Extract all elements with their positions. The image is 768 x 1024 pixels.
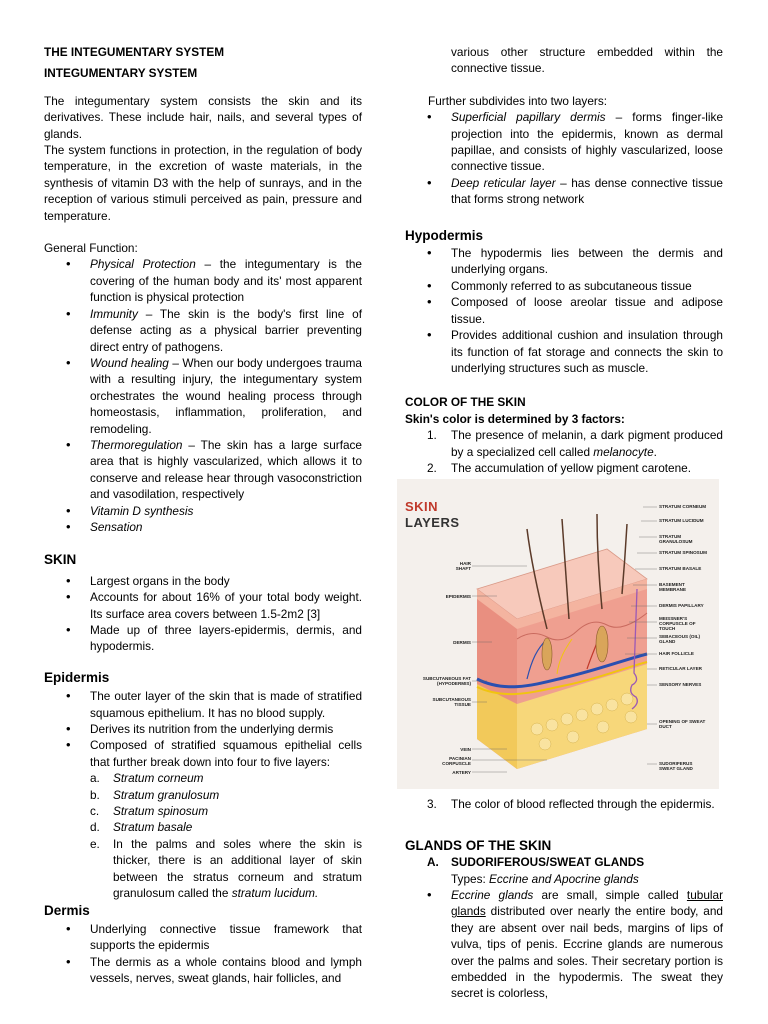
left-column <box>44 44 362 987</box>
color-factors-list-continued <box>405 796 723 812</box>
diagram-label: STRATUM LUCIDUM <box>659 518 704 524</box>
skin-color-heading: COLOR OF THE SKIN <box>405 395 526 410</box>
diagram-label: SUBCUTANEOUS TISSUE <box>432 697 471 708</box>
list-item: 3. The color of blood reflected through the epidermis. <box>427 797 715 812</box>
diagram-label: EPIDERMIS <box>445 594 471 600</box>
color-factors-list <box>405 427 723 476</box>
list-item: d. Stratum basale <box>90 820 193 835</box>
diagram-label: STRATUM BASALE <box>659 566 702 572</box>
diagram-label: STRATUM GRANULOSUM <box>659 534 693 545</box>
document-title: THE INTEGUMENTARY SYSTEM <box>44 45 225 59</box>
epidermis-layers-list <box>44 770 362 901</box>
diagram-label: VEIN <box>460 747 471 753</box>
dermis-heading: Dermis <box>44 902 90 918</box>
list-item: • Immunity – The skin is the body's first line of defense acting as a physical barrier preventing direct entry of pathogens. <box>44 306 362 355</box>
list-item: • Accounts for about 16% of your total body weight. Its surface area covers between 1.5-2m2 [3] <box>44 589 362 622</box>
function-list <box>44 256 362 535</box>
list-item: • Wound healing – When our body undergoes trauma with a resulting injury, the integumentary system orchestrates the wound healing process through homeostasis, inflammation, proliferation, and remodeling. <box>44 355 362 437</box>
diagram-label: HAIR FOLLICLE <box>659 651 694 657</box>
section-title: INTEGUMENTARY SYSTEM <box>44 66 198 81</box>
gland-types: Types: Eccrine and Apocrine glands <box>451 871 639 886</box>
list-item: • Sensation <box>44 519 362 535</box>
eccrine-list <box>405 887 723 1002</box>
list-item: • Vitamin D synthesis <box>44 503 362 519</box>
list-item: • The outer layer of the skin that is made of stratified squamous epithelium. It has no blood supply. <box>44 688 362 721</box>
list-item: • Physical Protection – the integumentary is the covering of the human body and its' most apparent function is physical protection <box>44 256 362 305</box>
tubular-glands-link[interactable]: tubular glands <box>451 887 723 919</box>
list-item: • Composed of loose areolar tissue and adipose tissue. <box>405 294 723 327</box>
diagram-label: DERMIS PAPILLARY <box>659 603 704 609</box>
list-item: • Composed of stratified squamous epithelial cells that further break down into four to five layers: <box>44 737 362 770</box>
diagram-label: BASEMENT MEMBRANE <box>659 582 687 593</box>
intro-paragraph-1: The integumentary system consists the skin and its derivatives. These include hair, nails, and several types of glands. <box>44 93 362 141</box>
diagram-label: STRATUM CORNEUM <box>659 504 707 510</box>
list-item: • Provides additional cushion and insulation through its function of fat storage and connects the skin to underlying structures such as muscle. <box>405 327 723 376</box>
dermis-sublayers-list <box>405 109 723 207</box>
diagram-label: SEBACEOUS (OIL) GLAND <box>659 634 701 645</box>
list-item: e. In the palms and soles where the skin is thicker, there is an additional layer of skin between the stratus corneum and stratum granulosum called the stratum lucidum. <box>90 836 362 901</box>
diagram-label: PACINIAN CORPUSCLE <box>442 756 471 767</box>
subdivision-label: Further subdivides into two layers: <box>428 93 607 108</box>
diagram-label: SUBCUTANEOUS FAT (HYPODERMIS) <box>422 676 471 687</box>
diagram-label: HAIR SHAFT <box>455 561 471 572</box>
dermis-list <box>44 921 362 987</box>
diagram-label: OPENING OF SWEAT DUCT <box>659 719 706 730</box>
intro-paragraph-2: The system functions in protection, in the regulation of body temperature, in the excretion of waste materials, in the synthesis of vitamin D3 with the help of sunrays, and in the reception of various stimuli perceived as pain, pressure and temperature. <box>44 143 362 223</box>
list-item: • The dermis as a whole contains blood and lymph vessels, nerves, sweat glands, hair follicles, and <box>44 954 362 987</box>
skin-heading: SKIN <box>44 552 77 568</box>
list-item: • Eccrine glands are small, simple called tubular glands distributed over nearly the entire body, and they are absent over nail beds, margins of lips of vulva, tips of penis. Eccrine glands are numerous over the palms and soles. Their secretary portion is embedded in the hypodermis. The sweat they secret is colorless, <box>405 887 723 1002</box>
list-item: • Derives its nutrition from the underlying dermis <box>44 721 362 737</box>
hypodermis-list <box>405 245 723 376</box>
epidermis-heading: Epidermis <box>44 669 110 685</box>
list-item: • The hypodermis lies between the dermis and underlying organs. <box>405 245 723 278</box>
list-item: 2. The accumulation of yellow pigment carotene. <box>427 460 691 475</box>
hypodermis-heading: Hypodermis <box>405 227 484 243</box>
list-item: • Superficial papillary dermis – forms finger-like projection into the epidermis, known as dermal papillae, and consists of highly vascularized, loose connective tissue. <box>405 109 723 175</box>
diagram-label: ARTERY <box>452 770 471 776</box>
diagram-subtitle: LAYERS <box>405 515 460 531</box>
skin-color-subheading: Skin's color is determined by 3 factors: <box>405 411 625 426</box>
list-item: • Thermoregulation – The skin has a large surface area that is highly vascularized, which allows it to conserve and release hear through vasoconstriction and vasodilation, respectively <box>44 437 362 503</box>
epidermis-list <box>44 688 362 770</box>
list-item: • Made up of three layers-epidermis, dermis, and hypodermis. <box>44 622 362 655</box>
right-column <box>405 44 723 1002</box>
diagram-label: SENSORY NERVES <box>659 682 702 688</box>
list-item: • Largest organs in the body <box>44 573 362 589</box>
list-item: • Commonly referred to as subcutaneous tissue <box>405 278 723 294</box>
dermis-continued: various other structure embedded within the connective tissue. <box>451 45 723 76</box>
diagram-label: RETICULAR LAYER <box>659 666 702 672</box>
list-item: b. Stratum granulosum <box>90 787 220 802</box>
sweat-glands-heading: A. SUDORIFEROUS/SWEAT GLANDS <box>427 855 645 870</box>
skin-list <box>44 573 362 655</box>
diagram-title: SKIN <box>405 499 439 515</box>
glands-heading: GLANDS OF THE SKIN <box>405 837 552 853</box>
list-item: • Underlying connective tissue framework that supports the epidermis <box>44 921 362 954</box>
skin-layers-diagram <box>397 479 719 789</box>
list-item: 1. The presence of melanin, a dark pigment produced by a specialized cell called melanocyte. <box>427 428 723 459</box>
diagram-label: DERMIS <box>453 640 471 646</box>
list-item: • Deep reticular layer – has dense connective tissue that forms strong network <box>405 175 723 208</box>
diagram-label: SUDORIFERUS SWEAT GLAND <box>659 761 693 772</box>
general-function-label: General Function: <box>44 241 138 256</box>
list-item: a. Stratum corneum <box>90 771 204 786</box>
diagram-label: STRATUM SPINOSUM <box>659 550 707 556</box>
list-item: c. Stratum spinosum <box>90 804 209 819</box>
diagram-label: MEISSNER'S CORPUSCLE OF TOUCH <box>659 616 696 632</box>
